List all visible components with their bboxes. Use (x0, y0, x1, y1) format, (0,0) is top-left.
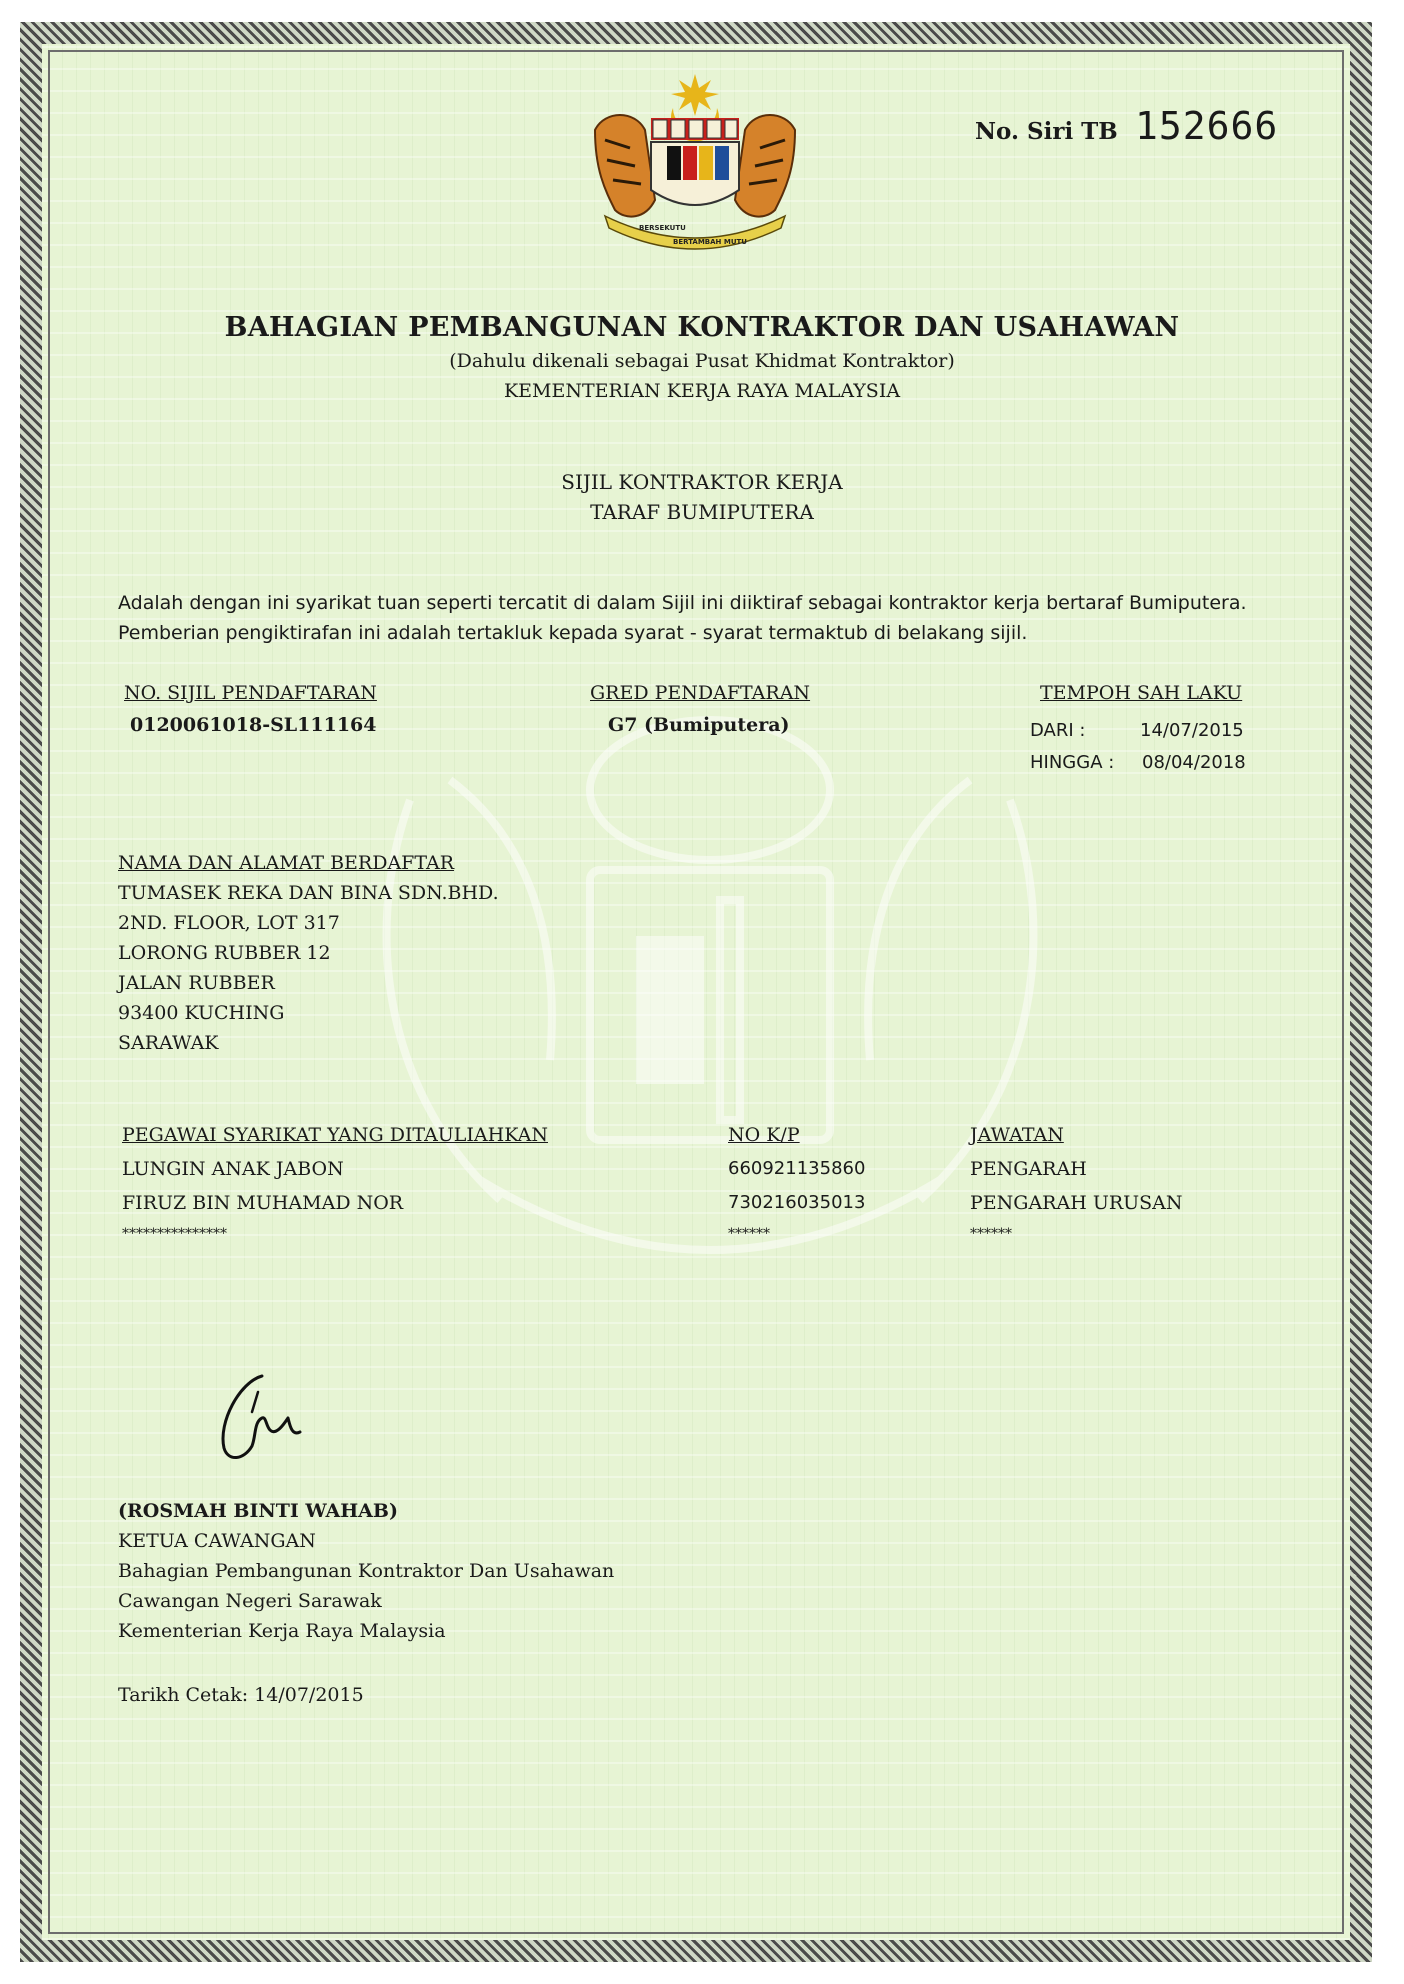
serial-number: 152666 (1135, 104, 1279, 148)
validity-label: TEMPOH SAH LAKU (1040, 682, 1243, 704)
motto-left: BERSEKUTU (639, 224, 686, 232)
address-line: 2ND. FLOOR, LOT 317 (118, 912, 340, 934)
officer-position: PENGARAH (970, 1158, 1087, 1180)
signatory-branch: Cawangan Negeri Sarawak (118, 1590, 382, 1612)
malaysia-coat-of-arms (585, 70, 805, 250)
handwritten-signature (200, 1362, 310, 1472)
certificate-title: SIJIL KONTRAKTOR KERJA (561, 470, 843, 494)
coat-of-arms-watermark (300, 680, 1120, 1320)
officer-position: ****** (970, 1226, 1012, 1242)
ministry-name: KEMENTERIAN KERJA RAYA MALAYSIA (503, 380, 901, 402)
officer-ic: 730216035013 (728, 1192, 866, 1213)
validity-from-label: DARI : (1030, 720, 1086, 741)
grade-value: G7 (Bumiputera) (608, 714, 790, 736)
recognition-paragraph: Adalah dengan ini syarikat tuan seperti tercatit di dalam Sijil ini diiktiraf sebagai kontraktor kerja bertaraf Bumiputera. Pemberian pengiktirafan ini adalah tertakluk kepada syarat - syarat termaktub di belakang sijil. (118, 592, 1247, 644)
address-line: 93400 KUCHING (118, 1002, 285, 1024)
officer-name: *************** (122, 1226, 227, 1242)
officers-name-header: PEGAWAI SYARIKAT YANG DITAULIAHKAN (122, 1124, 548, 1146)
grade-label: GRED PENDAFTARAN (590, 682, 811, 704)
officer-name: FIRUZ BIN MUHAMAD NOR (122, 1192, 404, 1214)
officer-name: LUNGIN ANAK JABON (122, 1158, 344, 1180)
officers-position-header: JAWATAN (970, 1124, 1064, 1146)
signatory-name: (ROSMAH BINTI WAHAB) (118, 1500, 398, 1522)
validity-from-value: 14/07/2015 (1140, 720, 1244, 741)
motto-bottom: BERTAMBAH MUTU (673, 238, 747, 246)
signatory-title: KETUA CAWANGAN (118, 1530, 316, 1552)
address-label: NAMA DAN ALAMAT BERDAFTAR (118, 852, 455, 874)
address-line: LORONG RUBBER 12 (118, 942, 331, 964)
address-line: TUMASEK REKA DAN BINA SDN.BHD. (118, 882, 499, 904)
print-date: Tarikh Cetak: 14/07/2015 (118, 1684, 364, 1706)
registration-no-label: NO. SIJIL PENDAFTARAN (124, 682, 377, 704)
department-title: BAHAGIAN PEMBANGUNAN KONTRAKTOR DAN USAHAWAN (224, 312, 1180, 343)
signatory-ministry: Kementerian Kerja Raya Malaysia (118, 1620, 446, 1642)
address-line: JALAN RUBBER (118, 972, 275, 994)
registration-no-value: 0120061018-SL111164 (130, 714, 377, 736)
officer-ic: 660921135860 (728, 1158, 866, 1179)
officer-position: PENGARAH URUSAN (970, 1192, 1183, 1214)
officers-ic-header: NO K/P (728, 1124, 800, 1146)
officer-ic: ****** (728, 1226, 770, 1242)
signatory-department: Bahagian Pembangunan Kontraktor Dan Usahawan (118, 1560, 615, 1582)
department-subtitle: (Dahulu dikenali sebagai Pusat Khidmat Kontraktor) (449, 350, 955, 372)
serial-label: No. Siri TB (975, 118, 1118, 145)
validity-to-value: 08/04/2018 (1142, 752, 1246, 773)
validity-to-label: HINGGA : (1030, 752, 1115, 773)
address-line: SARAWAK (118, 1032, 219, 1054)
certificate-status: TARAF BUMIPUTERA (590, 500, 814, 524)
